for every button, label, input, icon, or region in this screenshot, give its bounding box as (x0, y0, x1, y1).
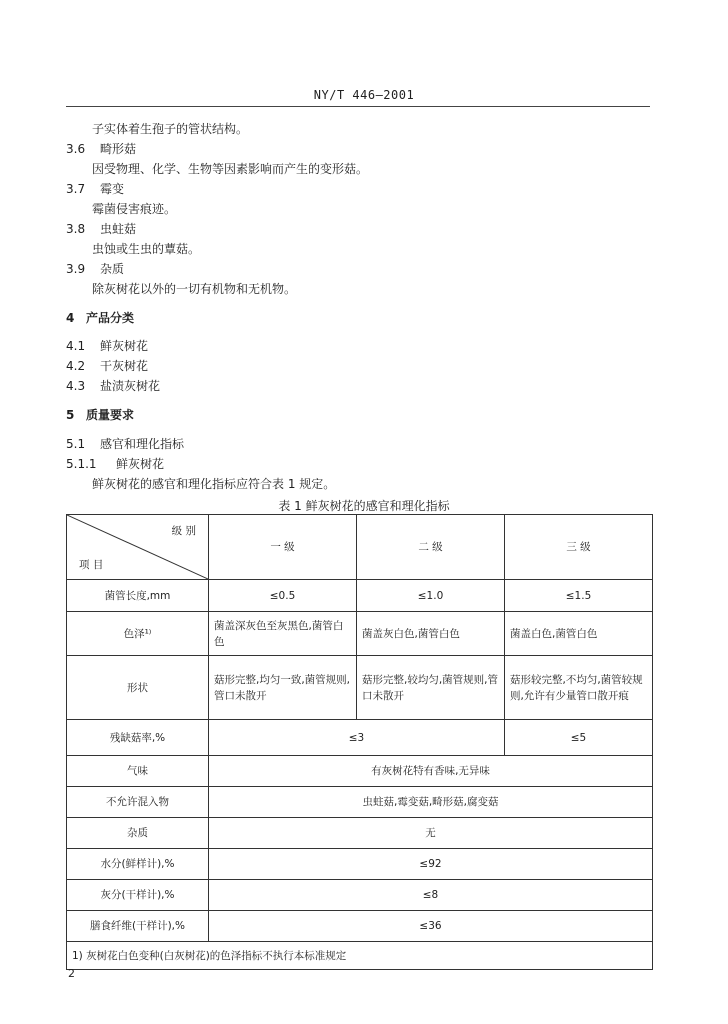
value-cell: ≤92 (209, 849, 653, 880)
clause-heading (66, 338, 148, 354)
clause-heading (66, 378, 160, 394)
item-header-label: 项 目 (79, 559, 104, 571)
item-cell: 不允许混入物 (67, 787, 209, 818)
table-row (67, 656, 653, 720)
section-heading (66, 310, 134, 326)
clause-title: 畸形菇 (100, 142, 137, 156)
clause-heading (66, 181, 124, 197)
value-cell: 菌盖白色,菌管白色 (505, 612, 653, 656)
table-caption: 表 1 鲜灰树花的感官和理化指标 (278, 499, 450, 513)
item-cell: 灰分(干样计),% (67, 880, 209, 911)
clause-title: 盐渍灰树花 (100, 379, 161, 393)
item-cell: 菌管长度,mm (67, 580, 209, 612)
table-row (67, 580, 653, 612)
text-line (92, 201, 176, 217)
clause-number: 5.1 (66, 437, 86, 451)
clause-title: 感官和理化指标 (100, 437, 185, 451)
line-text: 鲜灰树花的感官和理化指标应符合表 1 规定。 (92, 477, 336, 491)
table-header-row (67, 515, 653, 580)
value-cell: 菇形完整,均匀一致,菌管规则,管口未散开 (209, 656, 357, 720)
table-footnote: 1) 灰树花白色变种(白灰树花)的色泽指标不执行本标准规定 (67, 942, 653, 970)
value-cell: 菌盖深灰色至灰黑色,菌管白色 (209, 612, 357, 656)
value-cell: ≤36 (209, 911, 653, 942)
item-cell: 杂质 (67, 818, 209, 849)
value-cell: ≤3 (209, 720, 505, 756)
value-cell: 虫蛀菇,霉变菇,畸形菇,腐变菇 (209, 787, 653, 818)
text-line (92, 161, 368, 177)
clause-number: 3.7 (66, 182, 86, 196)
line-text: 子实体着生孢子的管状结构。 (92, 122, 249, 136)
clause-number: 4.2 (66, 359, 86, 373)
value-cell: 菌盖灰白色,菌管白色 (357, 612, 505, 656)
table-row (67, 818, 653, 849)
clause-number: 3.8 (66, 222, 86, 236)
line-text: 虫蚀或生虫的蕈菇。 (92, 242, 201, 256)
value-cell: ≤0.5 (209, 580, 357, 612)
value-cell: 菇形较完整,不均匀,菌管较规则,允许有少量管口散开痕 (505, 656, 653, 720)
grade-3-header: 三 级 (505, 515, 653, 580)
item-cell: 残缺菇率,% (67, 720, 209, 756)
clause-number: 4.1 (66, 339, 86, 353)
value-cell: ≤1.0 (357, 580, 505, 612)
grade-header-label: 级 别 (171, 525, 196, 537)
table-row (67, 849, 653, 880)
item-cell: 色泽¹⁾ (67, 612, 209, 656)
header-rule (66, 106, 650, 107)
clause-heading (66, 221, 136, 237)
table-row (67, 756, 653, 787)
diagonal-header-cell (67, 515, 209, 580)
section-number: 4 (66, 311, 75, 325)
text-line (92, 281, 296, 297)
clause-heading (66, 261, 124, 277)
grade-2-header: 二 级 (357, 515, 505, 580)
section-title: 质量要求 (86, 408, 135, 422)
item-cell: 水分(鲜样计),% (67, 849, 209, 880)
line-text: 因受物理、化学、生物等因素影响而产生的变形菇。 (92, 162, 369, 176)
clause-title: 虫蛀菇 (100, 222, 137, 236)
table-row (67, 612, 653, 656)
table-row (67, 911, 653, 942)
standard-code-header: NY/T 446—2001 (313, 88, 415, 102)
table-row (67, 720, 653, 756)
section-number: 5 (66, 408, 75, 422)
page-number: 2 (68, 967, 75, 980)
text-line (92, 241, 200, 257)
line-text: 霉菌侵害痕迹。 (92, 202, 177, 216)
value-cell: ≤5 (505, 720, 653, 756)
clause-number: 3.6 (66, 142, 86, 156)
clause-title: 霉变 (100, 182, 125, 196)
table-footnote-row (67, 942, 653, 970)
section-heading (66, 407, 134, 423)
value-cell: 有灰树花特有香味,无异味 (209, 756, 653, 787)
clause-number: 3.9 (66, 262, 86, 276)
quality-spec-table (66, 514, 653, 970)
clause-heading (66, 141, 136, 157)
table-row (67, 787, 653, 818)
clause-title: 干灰树花 (100, 359, 149, 373)
clause-heading (66, 456, 164, 472)
clause-number: 5.1.1 (66, 457, 97, 471)
clause-heading (66, 358, 148, 374)
value-cell: ≤8 (209, 880, 653, 911)
clause-title: 鲜灰树花 (100, 339, 149, 353)
section-title: 产品分类 (86, 311, 135, 325)
grade-1-header: 一 级 (209, 515, 357, 580)
value-cell: 无 (209, 818, 653, 849)
table-row (67, 880, 653, 911)
clause-heading (66, 436, 184, 452)
item-cell: 气味 (67, 756, 209, 787)
text-line (92, 476, 335, 492)
value-cell: 菇形完整,较均匀,菌管规则,管口未散开 (357, 656, 505, 720)
clause-number: 4.3 (66, 379, 86, 393)
clause-title: 鲜灰树花 (116, 457, 165, 471)
clause-title: 杂质 (100, 262, 125, 276)
item-cell: 形状 (67, 656, 209, 720)
item-cell: 膳食纤维(干样计),% (67, 911, 209, 942)
text-line (92, 121, 248, 137)
value-cell: ≤1.5 (505, 580, 653, 612)
line-text: 除灰树花以外的一切有机物和无机物。 (92, 282, 297, 296)
